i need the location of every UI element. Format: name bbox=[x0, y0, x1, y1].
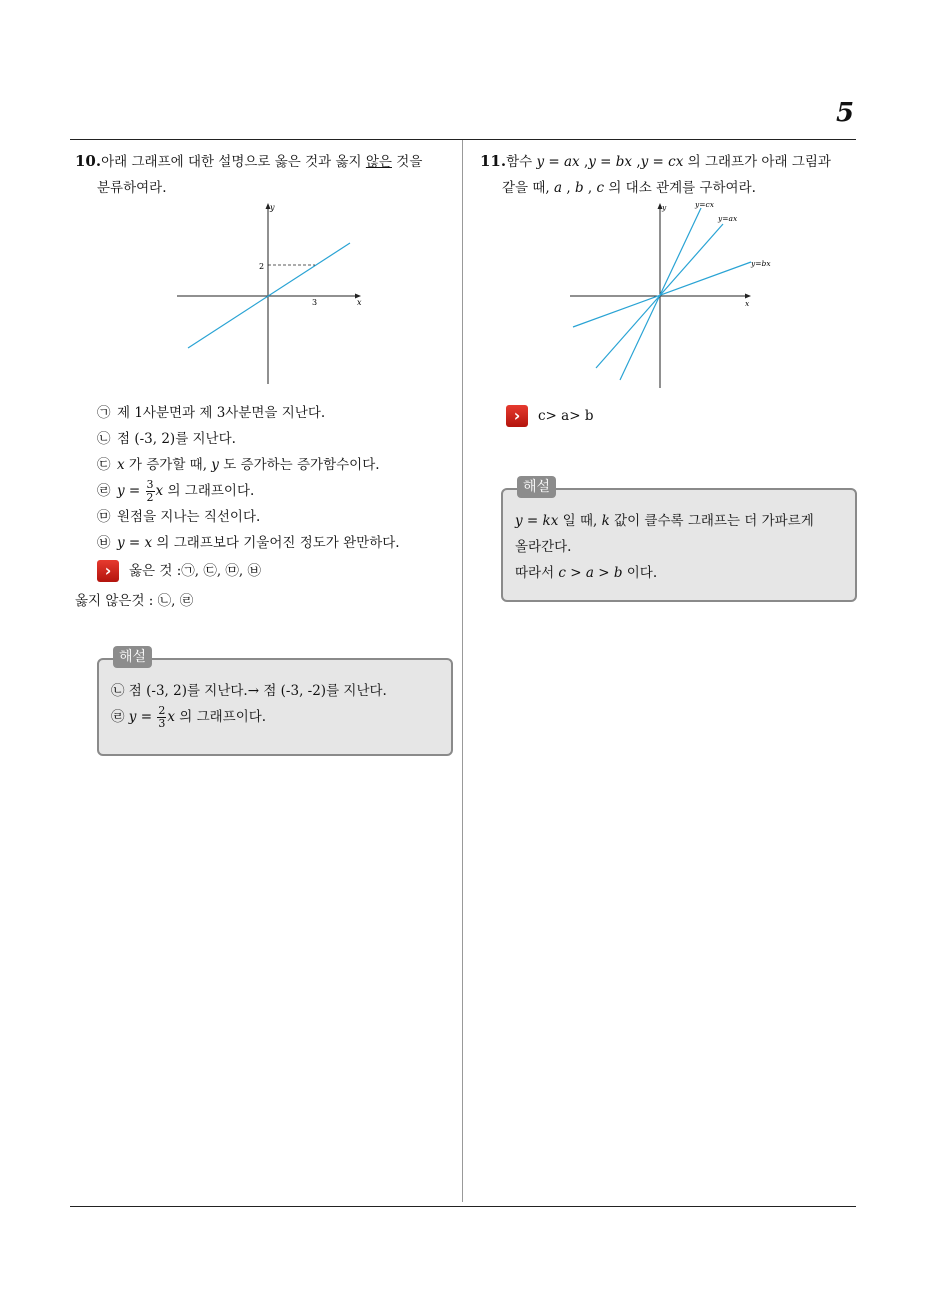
item-text: 제 1사분면과 제 3사분면을 지난다. bbox=[117, 405, 326, 421]
answer-row bbox=[97, 558, 400, 584]
answer-text-2: 옳지 않은것 : ㉡, ㉣ bbox=[75, 593, 194, 609]
item-text: 원점을 지나는 직선이다. bbox=[117, 509, 261, 525]
item-text: 가 증가할 때, bbox=[124, 457, 212, 473]
x-axis-arrow bbox=[745, 294, 751, 299]
item-variable: x bbox=[155, 483, 164, 499]
answer-row bbox=[506, 405, 593, 427]
fraction bbox=[146, 479, 155, 504]
graph-line-bx bbox=[573, 262, 751, 327]
answer-text: 옳은 것 :㉠, ㉢, ㉤, ㉥ bbox=[129, 563, 262, 579]
item-mark: ㉢ bbox=[97, 457, 111, 473]
explanation-line bbox=[515, 508, 843, 534]
statement-item bbox=[97, 426, 400, 452]
variable: x bbox=[167, 709, 175, 725]
statement-item bbox=[97, 478, 400, 504]
fraction-denominator: 2 bbox=[146, 491, 154, 504]
title-text: 의 대소 관계를 구하여라. bbox=[604, 180, 756, 196]
title-text: , bbox=[632, 154, 641, 170]
question-11-title bbox=[480, 148, 858, 201]
title-text: 분류하여라. bbox=[97, 180, 167, 196]
explanation-tag: 해설 bbox=[517, 476, 556, 498]
statement-item bbox=[97, 400, 400, 426]
equation: c > a > b bbox=[558, 565, 623, 581]
title-text: 같을 때, bbox=[502, 180, 554, 196]
equation: y = cx bbox=[640, 154, 684, 170]
item-variable: y bbox=[211, 457, 219, 473]
underlined-word: 않은 bbox=[365, 154, 392, 170]
item-equation: y = x bbox=[117, 535, 153, 551]
answer-text: c> a> b bbox=[538, 408, 594, 424]
explanation-tag: 해설 bbox=[113, 646, 152, 668]
item-mark: ㉥ bbox=[97, 535, 111, 551]
statement-item bbox=[97, 452, 400, 478]
item-text: 의 그래프보다 기울어진 정도가 완만하다. bbox=[152, 535, 400, 551]
item-mark: ㉡ bbox=[97, 431, 111, 447]
variable: k bbox=[601, 513, 610, 529]
item-mark: ㉣ bbox=[111, 709, 125, 725]
page-number: 5 bbox=[835, 98, 855, 128]
column-separator bbox=[462, 140, 463, 1202]
title-text: 아래 그래프에 대한 설명으로 옳은 것과 옳지 bbox=[101, 154, 366, 170]
label-bx: y=bx bbox=[751, 259, 771, 268]
footer-rule bbox=[70, 1206, 856, 1207]
equation: y = kx bbox=[515, 513, 559, 529]
title-text: , bbox=[579, 154, 589, 170]
title-line-2 bbox=[480, 180, 756, 196]
question-number: 11. bbox=[480, 152, 507, 170]
x-tick-label: 3 bbox=[312, 298, 318, 307]
item-mark: ㉤ bbox=[97, 509, 111, 525]
statement-item bbox=[97, 530, 400, 556]
item-mark: ㉣ bbox=[97, 483, 111, 499]
statement-list bbox=[75, 400, 400, 614]
item-text: 의 그래프이다. bbox=[163, 483, 255, 499]
x-axis-label: x bbox=[745, 299, 750, 308]
y-tick-label: 2 bbox=[259, 262, 265, 271]
question-11 bbox=[480, 148, 858, 581]
item-variable: x bbox=[117, 457, 125, 473]
explanation-line bbox=[111, 704, 439, 730]
explanation-line: ㉡ 점 (-3, 2)를 지난다.→ 점 (-3, -2)를 지난다. bbox=[111, 683, 387, 699]
label-cx: y=cx bbox=[695, 200, 714, 209]
item-equation: y = bbox=[117, 483, 141, 499]
x-axis-label: x bbox=[357, 298, 362, 307]
title-text: 것을 bbox=[391, 154, 423, 170]
q11-explanation-box bbox=[501, 479, 857, 602]
variable: b bbox=[574, 180, 584, 196]
title-text: 의 그래프가 아래 그림과 bbox=[683, 154, 831, 170]
explanation-text: 일 때, bbox=[558, 513, 602, 529]
fraction-numerator: 2 bbox=[158, 704, 166, 717]
statement-item bbox=[97, 504, 400, 530]
explanation-text: 의 그래프이다. bbox=[174, 709, 267, 725]
explanation-text: 값이 클수록 그래프는 더 가파르게 bbox=[609, 513, 814, 529]
equation: y = bx bbox=[588, 154, 633, 170]
title-text: 함수 bbox=[506, 154, 537, 170]
q10-graph bbox=[175, 200, 365, 390]
item-text: 도 증가하는 증가함수이다. bbox=[218, 457, 380, 473]
fraction-numerator: 3 bbox=[146, 478, 154, 491]
variable: a bbox=[554, 180, 563, 196]
equation: y = ax bbox=[536, 154, 580, 170]
answer-arrow-icon: › bbox=[97, 560, 119, 582]
y-axis-label: y bbox=[270, 203, 275, 212]
item-mark: ㉠ bbox=[97, 405, 111, 421]
q11-graph bbox=[568, 200, 771, 394]
explanation-line bbox=[515, 560, 843, 586]
title-text: , bbox=[562, 180, 575, 196]
header-rule bbox=[70, 139, 856, 140]
question-10 bbox=[75, 148, 457, 730]
q10-explanation-box bbox=[97, 649, 453, 756]
equation: y = bbox=[128, 709, 153, 725]
answer-arrow-icon: › bbox=[506, 405, 528, 427]
explanation-text: 따라서 bbox=[515, 565, 559, 581]
fraction-denominator: 3 bbox=[158, 717, 166, 730]
explanation-text: 이다. bbox=[622, 565, 658, 581]
fraction bbox=[157, 705, 166, 730]
question-10-title bbox=[75, 148, 457, 201]
explanation-line: 올라간다. bbox=[515, 539, 572, 555]
question-number: 10. bbox=[75, 152, 102, 170]
y-axis-label: y bbox=[662, 203, 667, 212]
variable: c bbox=[596, 180, 605, 196]
item-text: 점 (-3, 2)를 지난다. bbox=[117, 431, 236, 447]
title-text: , bbox=[583, 180, 597, 196]
label-ax: y=ax bbox=[718, 214, 738, 223]
